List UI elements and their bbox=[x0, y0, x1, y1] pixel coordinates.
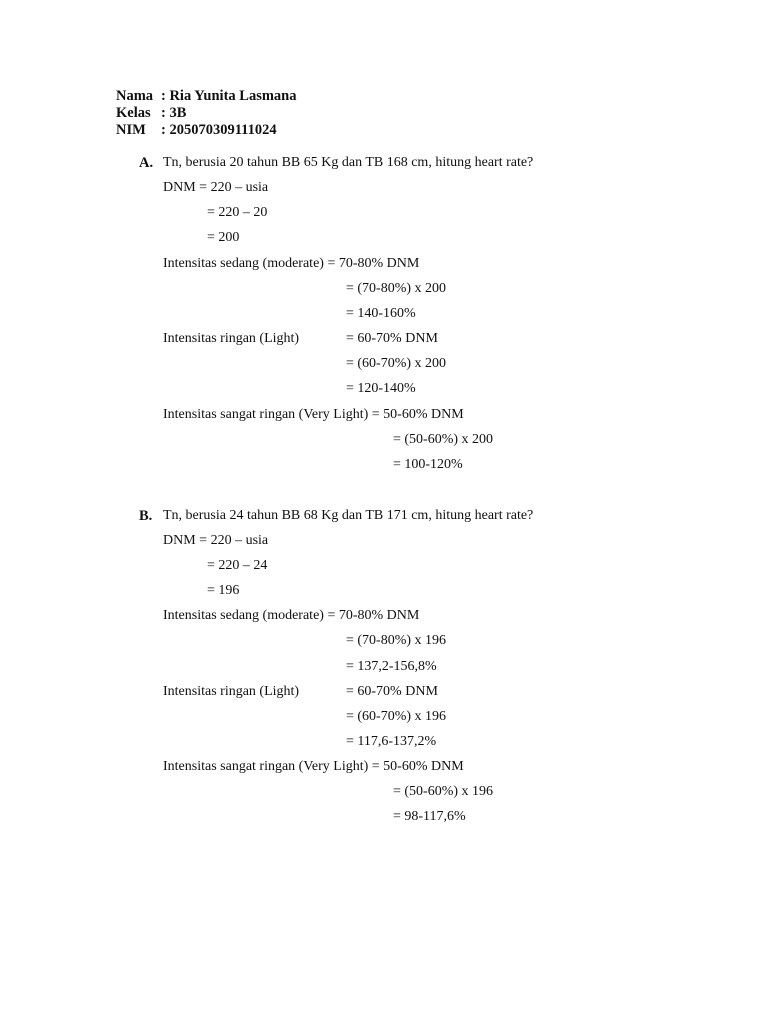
light-result: = 117,6-137,2% bbox=[346, 734, 437, 749]
dnm-step: = 220 – 24 bbox=[207, 558, 268, 573]
moderate-step: = (70-80%) x 200 bbox=[346, 281, 447, 296]
light-label: Intensitas ringan (Light) bbox=[163, 684, 300, 699]
light-step: = (60-70%) x 200 bbox=[346, 356, 447, 371]
light-formula: = 60-70% DNM bbox=[346, 684, 438, 699]
dnm-formula: DNM = 220 – usia bbox=[163, 180, 269, 195]
moderate-result: = 137,2-156,8% bbox=[346, 659, 437, 674]
moderate-result: = 140-160% bbox=[346, 306, 416, 321]
dnm-formula: DNM = 220 – usia bbox=[163, 533, 269, 548]
very-light-label: Intensitas sangat ringan (Very Light) = 50-60% DNM bbox=[163, 407, 464, 422]
nim-value: : 205070309111024 bbox=[161, 122, 277, 138]
very-light-result: = 98-117,6% bbox=[393, 809, 466, 824]
nim-label: NIM bbox=[116, 122, 146, 138]
section-letter: B. bbox=[139, 508, 153, 524]
kelas-value: : 3B bbox=[161, 105, 187, 121]
moderate-step: = (70-80%) x 196 bbox=[346, 633, 447, 648]
very-light-step: = (50-60%) x 196 bbox=[393, 784, 494, 799]
section-letter: A. bbox=[139, 155, 154, 171]
very-light-result: = 100-120% bbox=[393, 457, 463, 472]
very-light-step: = (50-60%) x 200 bbox=[393, 432, 494, 447]
kelas-label: Kelas bbox=[116, 105, 151, 121]
question-text: Tn, berusia 24 tahun BB 68 Kg dan TB 171 cm, hitung heart rate? bbox=[163, 508, 534, 523]
moderate-label: Intensitas sedang (moderate) = 70-80% DNM bbox=[163, 608, 420, 623]
nama-value: : Ria Yunita Lasmana bbox=[161, 88, 297, 104]
dnm-result: = 200 bbox=[207, 230, 240, 245]
light-formula: = 60-70% DNM bbox=[346, 331, 438, 346]
light-step: = (60-70%) x 196 bbox=[346, 709, 447, 724]
question-text: Tn, berusia 20 tahun BB 65 Kg dan TB 168 cm, hitung heart rate? bbox=[163, 155, 534, 170]
dnm-result: = 196 bbox=[207, 583, 240, 598]
moderate-label: Intensitas sedang (moderate) = 70-80% DNM bbox=[163, 256, 420, 271]
dnm-step: = 220 – 20 bbox=[207, 205, 268, 220]
nama-label: Nama bbox=[116, 88, 154, 104]
very-light-label: Intensitas sangat ringan (Very Light) = 50-60% DNM bbox=[163, 759, 464, 774]
light-label: Intensitas ringan (Light) bbox=[163, 331, 300, 346]
light-result: = 120-140% bbox=[346, 381, 416, 396]
